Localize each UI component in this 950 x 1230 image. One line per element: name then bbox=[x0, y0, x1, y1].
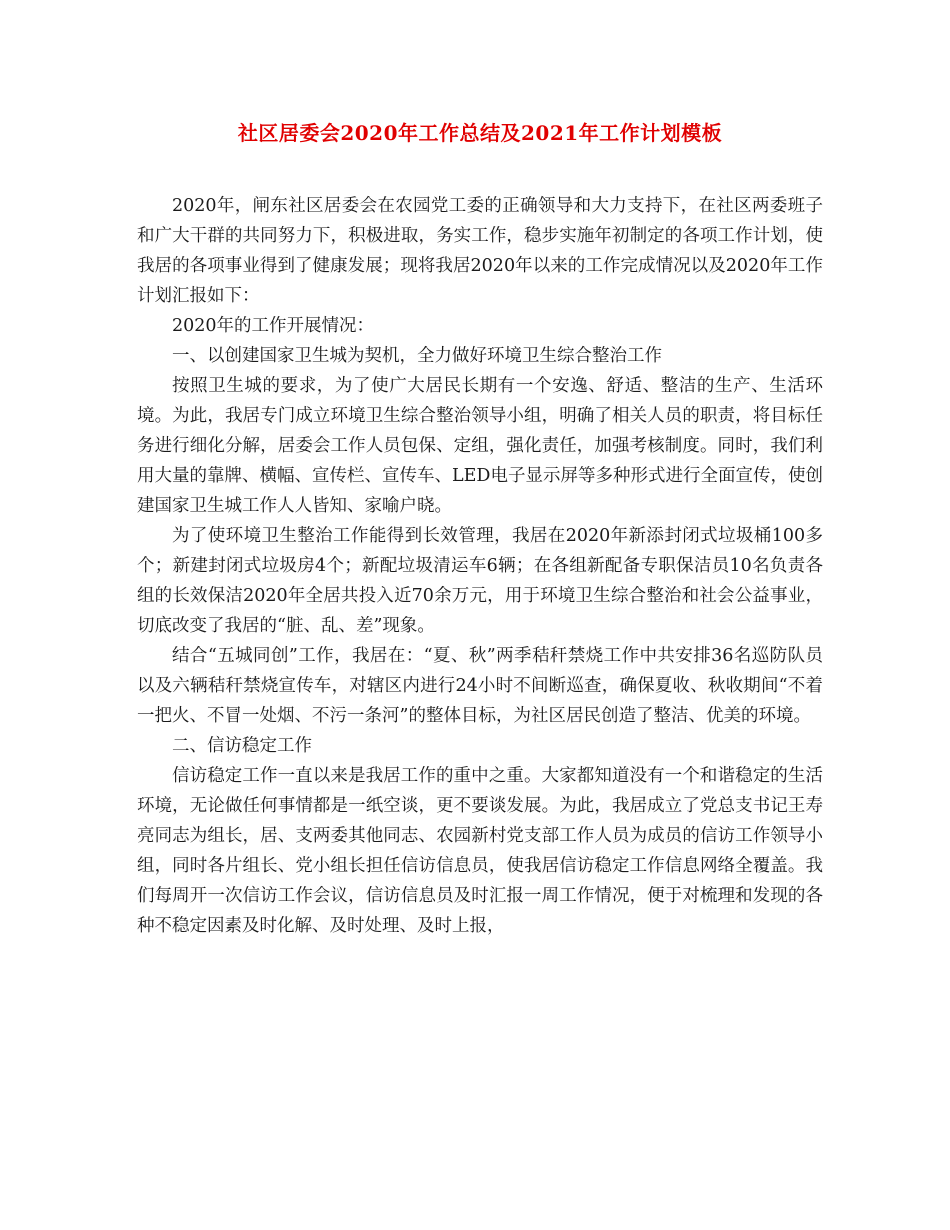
paragraph-sanitation-investment: 为了使环境卫生整治工作能得到长效管理，我居在2020年新添封闭式垃圾桶100多个；新建封闭式垃圾房4个；新配垃圾清运车6辆；在各组新配备专职保洁员10名负责各组的长效保洁2020年全居共投入近70余万元，用于环境卫生综合整治和社会公益事业，切底改变了我居的“脏、乱、差”现象。 bbox=[137, 526, 823, 636]
paragraph-straw-burning: 结合“五城同创”工作，我居在：“夏、秋”两季秸秆禁烧工作中共安排36名巡防队员以及六辆秸秆禁烧宣传车，对辖区内进行24小时不间断巡查，确保夏收、秋收期间“不着一把火、不冒一处烟、不污一条河”的整体目标，为社区居民创造了整洁、优美的环境。 bbox=[137, 646, 823, 726]
paragraph-petition-stability: 信访稳定工作一直以来是我居工作的重中之重。大家都知道没有一个和谐稳定的生活环境，无论做任何事情都是一纸空谈，更不要谈发展。为此，我居成立了党总支书记王寿亮同志为组长，居、支两委其他同志、农园新村党支部工作人员为成员的信访工作领导小组，同时各片组长、党小组长担任信访信息员，使我居信访稳定工作信息网络全覆盖。我们每周开一次信访工作会议，信访信息员及时汇报一周工作情况，便于对梳理和发现的各种不稳定因素及时化解、及时处理、及时上报， bbox=[137, 766, 823, 936]
heading-section-1: 一、以创建国家卫生城为契机，全力做好环境卫生综合整治工作 bbox=[172, 346, 662, 366]
heading-section-2: 二、信访稳定工作 bbox=[172, 736, 312, 756]
paragraph-sanitation-organization: 按照卫生城的要求，为了使广大居民长期有一个安逸、舒适、整洁的生产、生活环境。为此，我居专门成立环境卫生综合整治领导小组，明确了相关人员的职责，将目标任务进行细化分解，居委会工作人员包保、定组，强化责任，加强考核制度。同时，我们利用大量的靠牌、横幅、宣传栏、宣传车、LED电子显示屏等多种形式进行全面宣传，使创建国家卫生城工作人人皆知、家喻户晓。 bbox=[137, 376, 823, 516]
document-body bbox=[137, 191, 823, 941]
paragraph-intro: 2020年，闸东社区居委会在农园党工委的正确领导和大力支持下，在社区两委班子和广大干群的共同努力下，积极进取，务实工作，稳步实施年初制定的各项工作计划，使我居的各项事业得到了健康发展；现将我居2020年以来的工作完成情况以及2020年工作计划汇报如下： bbox=[137, 196, 823, 306]
document-page bbox=[137, 118, 823, 941]
document-title: 社区居委会2020年工作总结及2021年工作计划模板 bbox=[237, 121, 723, 145]
paragraph-section-intro: 2020年的工作开展情况： bbox=[172, 316, 375, 336]
